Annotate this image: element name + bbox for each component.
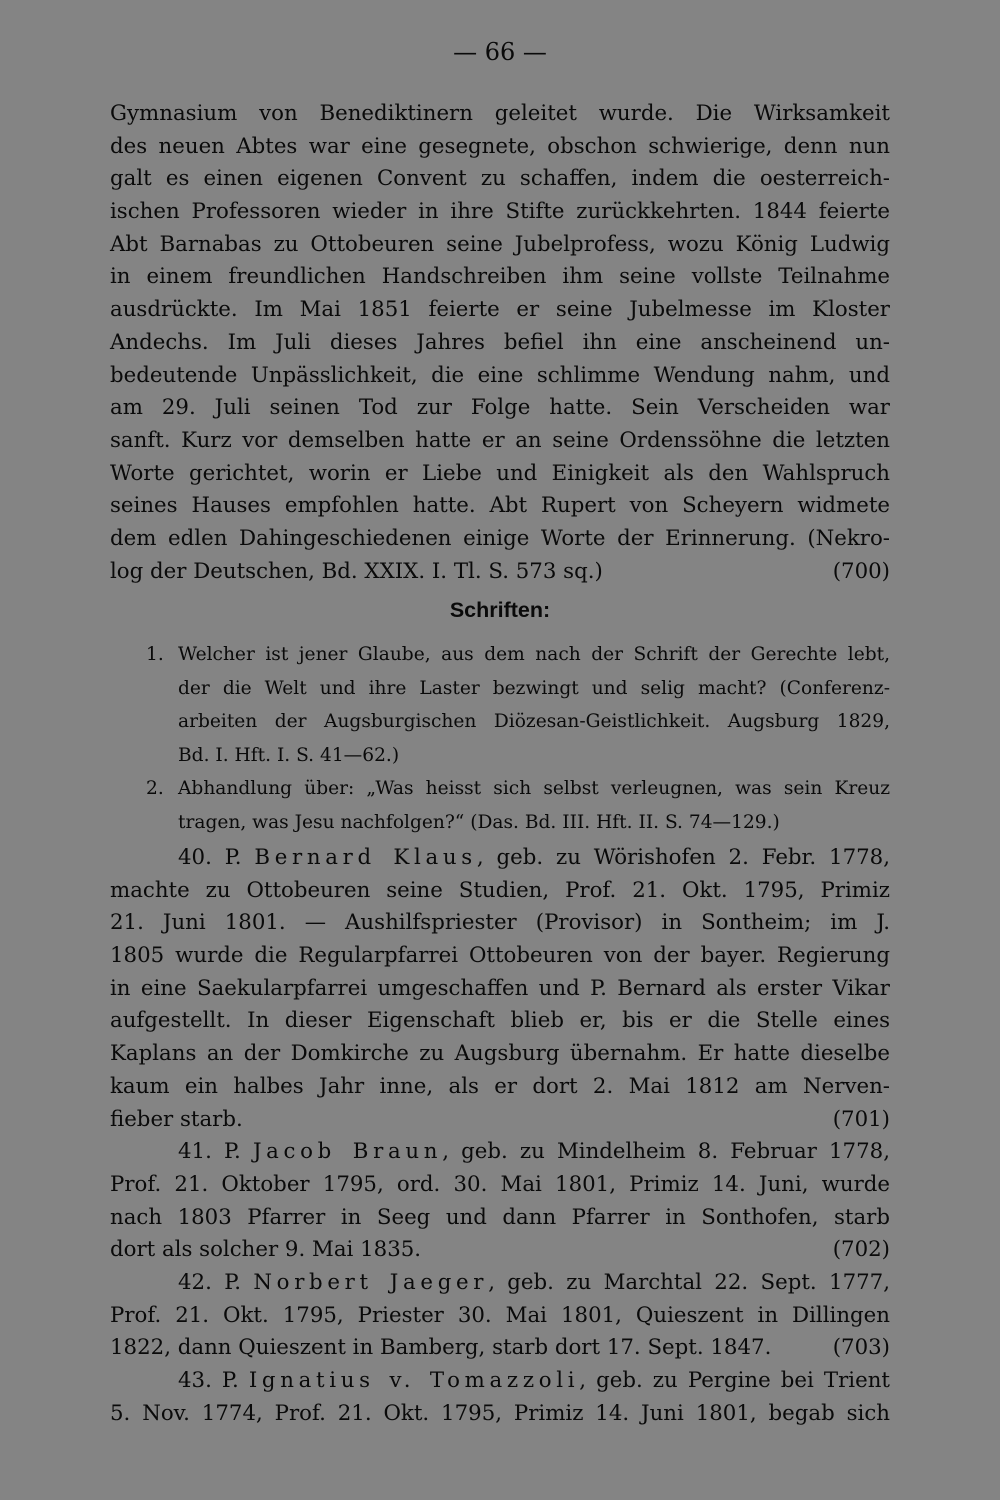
list-item-line: Bd. I. Hft. I. S. 41—62.) — [178, 744, 400, 766]
entry-first-line — [110, 1136, 890, 1169]
entry-number: 42. P. — [178, 1269, 241, 1295]
text-line: Andechs. Im Juli dieses Jahres befiel ihn eine anscheinend un- — [110, 329, 890, 355]
text-line: ausdrückte. Im Mai 1851 feierte er seine Jubelmesse im Kloster — [110, 297, 890, 323]
text-line-last — [110, 556, 890, 589]
text-line: machte zu Ottobeuren seine Studien, Prof. 21. Okt. 1795, Primiz — [110, 877, 890, 903]
schriften-list — [110, 638, 890, 839]
text-line-last — [110, 1234, 890, 1267]
list-item-line: tragen, was Jesu nachfolgen?“ (Das. Bd. III. Hft. II. S. 74—129.) — [178, 811, 780, 833]
entry-text: , geb. zu Mindelheim 8. Februar 1778, — [442, 1139, 890, 1165]
text-line: in einem freundlichen Handschreiben ihm seine vollste Teilnahme — [110, 264, 890, 290]
entry-40 — [110, 842, 890, 1136]
entry-reference: (703) — [832, 1335, 890, 1361]
text-line-last — [110, 1104, 890, 1137]
line-text: log der Deutschen, Bd. XXIX. I. Tl. S. 573 sq.) — [110, 558, 603, 584]
line-text: dort als solcher 9. Mai 1835. — [110, 1237, 422, 1263]
text-line: seines Hauses empfohlen hatte. Abt Rupert von Scheyern widmete — [110, 493, 890, 519]
entry-42 — [110, 1267, 890, 1365]
entry-first-line — [110, 842, 890, 875]
list-item — [110, 772, 890, 839]
entry-first-line — [110, 1365, 890, 1398]
person-name: Ignatius v. Tomazzoli — [248, 1368, 580, 1393]
entry-text: , geb. zu Wörishofen 2. Febr. 1778, — [476, 845, 890, 870]
entry-41 — [110, 1136, 890, 1267]
list-item-number: 2. — [146, 778, 164, 799]
line-text: 1822, dann Quieszent in Bamberg, starb dort 17. Sept. 1847. — [110, 1335, 772, 1361]
intro-paragraph — [110, 98, 890, 588]
text-line: des neuen Abtes war eine gesegnete, obschon schwierige, denn nun — [110, 133, 890, 159]
list-item-line: arbeiten der Augsburgischen Diözesan-Geistlichkeit. Augsburg 1829, — [178, 711, 890, 732]
text-line: Kaplans an der Domkirche zu Augsburg übernahm. Er hatte dieselbe — [110, 1041, 890, 1067]
list-item — [110, 638, 890, 772]
text-line: 5. Nov. 1774, Prof. 21. Okt. 1795, Primiz 14. Juni 1801, begab sich — [110, 1400, 890, 1426]
entry-first-line — [110, 1267, 890, 1300]
text-line: dem edlen Dahingeschiedenen einige Worte der Erinnerung. (Nekro- — [110, 525, 890, 551]
text-line: sanft. Kurz vor demselben hatte er an seine Ordenssöhne die letzten — [110, 427, 890, 453]
entry-43 — [110, 1365, 890, 1430]
entry-reference: (702) — [832, 1237, 890, 1263]
text-line: in eine Saekularpfarrei umgeschaffen und P. Bernard als erster Vikar — [110, 975, 890, 1001]
list-item-line: der die Welt und ihre Laster bezwingt und selig macht? (Conferenz- — [178, 677, 890, 699]
entry-text: , geb. zu Pergine bei Trient — [579, 1368, 890, 1393]
text-line: 21. Juni 1801. — Aushilfspriester (Provisor) in Sontheim; im J. — [110, 910, 890, 936]
line-text: fieber starb. — [110, 1106, 243, 1132]
text-line: Worte gerichtet, worin er Liebe und Einigkeit als den Wahlspruch — [110, 460, 890, 486]
person-name: Norbert Jaeger — [253, 1269, 489, 1295]
text-line: galt es einen eigenen Convent zu schaffen, indem die oesterreich- — [110, 166, 890, 192]
text-line: bedeutende Unpässlichkeit, die eine schlimme Wendung nahm, und — [110, 362, 890, 388]
person-name: Jacob Braun — [252, 1139, 443, 1165]
list-item-line: Welcher ist jener Glaube, aus dem nach der Schrift der Gerechte lebt, — [178, 644, 890, 665]
text-line: Prof. 21. Oktober 1795, ord. 30. Mai 1801, Primiz 14. Juni, wurde — [110, 1171, 890, 1197]
text-line: aufgestellt. In dieser Eigenschaft blieb er, bis er die Stelle eines — [110, 1008, 890, 1034]
text-line: 1805 wurde die Regularpfarrei Ottobeuren von der bayer. Regierung — [110, 943, 890, 969]
entry-number: 40. P. — [178, 845, 242, 870]
text-line: Gymnasium von Benediktinern geleitet wurde. Die Wirksamkeit — [110, 101, 890, 126]
text-line: nach 1803 Pfarrer in Seeg und dann Pfarrer in Sonthofen, starb — [110, 1204, 890, 1230]
page-number: — 66 — — [453, 38, 547, 66]
list-item-line: Abhandlung über: „Was heisst sich selbst verleugnen, was sein Kreuz — [178, 778, 890, 799]
text-line: Prof. 21. Okt. 1795, Priester 30. Mai 1801, Quieszent in Dillingen — [110, 1302, 890, 1328]
biography-entries — [110, 842, 890, 1430]
text-line: ischen Professoren wieder in ihre Stifte zurückkehrten. 1844 feierte — [110, 199, 890, 225]
text-line: Abt Barnabas zu Ottobeuren seine Jubelprofess, wozu König Ludwig — [110, 231, 890, 257]
entry-reference: (700) — [832, 558, 890, 584]
entry-number: 41. P. — [178, 1139, 241, 1165]
entry-text: , geb. zu Marchtal 22. Sept. 1777, — [488, 1269, 890, 1295]
entry-reference: (701) — [832, 1106, 890, 1132]
text-line: kaum ein halbes Jahr inne, als er dort 2. Mai 1812 am Nerven- — [110, 1073, 890, 1099]
text-line: am 29. Juli seinen Tod zur Folge hatte. Sein Verscheiden war — [110, 395, 890, 421]
text-line-last — [110, 1332, 890, 1365]
list-item-number: 1. — [146, 644, 164, 665]
person-name: Bernard Klaus — [254, 845, 477, 870]
entry-number: 43. P. — [178, 1368, 239, 1393]
section-heading: Schriften: — [449, 598, 551, 622]
